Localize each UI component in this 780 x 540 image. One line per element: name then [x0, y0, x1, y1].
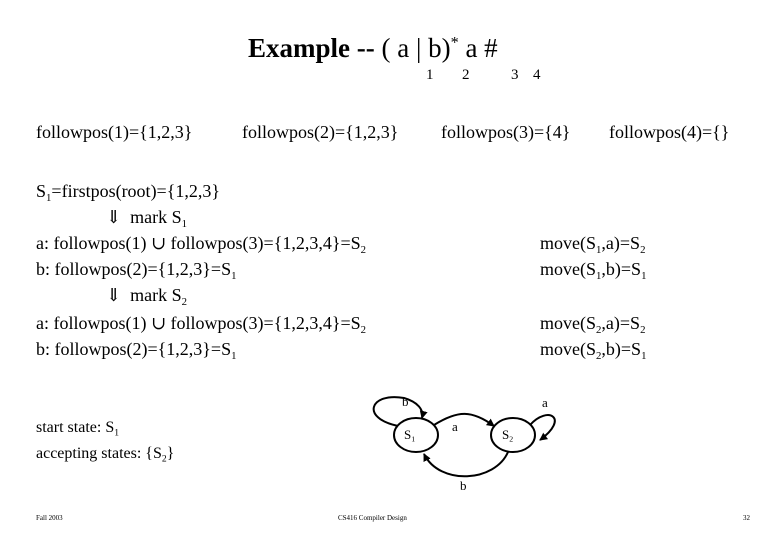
accepting-states: accepting states: $\{S_2\}$ — [36, 445, 175, 465]
down-arrow-icon: ⇓ — [106, 207, 122, 227]
s1-definition: $S_1=firstpos(root)=\{1,2,3\}$ — [36, 181, 220, 204]
followpos-3: followpos(3)={4} — [441, 122, 571, 142]
move-s1-b: $move(S_1,b)=S_1$ — [540, 259, 647, 282]
footer-page-number: 32 — [743, 514, 750, 522]
footer-date: Fall 2003 — [36, 514, 63, 522]
step-a-2: a: followpos(1) ∪ $followpos(3)=\{1,2,3,4\}=S_2$ — [36, 313, 367, 336]
down-arrow-icon: ⇓ — [106, 285, 122, 305]
footer-course: CS416 Compiler Design — [338, 514, 407, 522]
edge-s1-s2-label: a — [452, 419, 458, 434]
position-2: 2 — [462, 67, 470, 83]
title-tail: a # — [465, 33, 498, 63]
edge-s1-s2 — [434, 414, 494, 426]
edge-s2-s1 — [424, 452, 508, 476]
move-s1-a: $move(S_1,a)=S_2$ — [540, 233, 646, 256]
loop-s2-label: a — [542, 395, 548, 410]
followpos-1: followpos(1)={1,2,3} — [36, 122, 193, 142]
followpos-2: followpos(2)={1,2,3} — [242, 122, 399, 142]
position-3: 3 — [511, 67, 519, 83]
step-b-1: b: $followpos(2)=\{1,2,3\}=S_1$ — [36, 259, 237, 282]
title-regex: ( a | b) — [381, 33, 451, 63]
edge-s2-s1-label: b — [460, 478, 467, 493]
state-s1 — [394, 418, 438, 452]
mark-s2: ⇓ mark $S_2$ — [106, 285, 187, 308]
position-1: 1 — [426, 67, 434, 83]
move-s2-b: $move(S_2,b)=S_1$ — [540, 339, 647, 362]
loop-s1-label: b — [402, 394, 409, 409]
state-s2-label: $S_2$ — [502, 427, 514, 444]
state-s1-label: $S_1$ — [404, 427, 416, 444]
followpos-4: followpos(4)={} — [609, 122, 730, 142]
start-state: start state: $S_1$ — [36, 419, 120, 439]
title-example: Example -- — [248, 33, 375, 63]
position-4: 4 — [533, 67, 541, 83]
title-star: * — [450, 33, 459, 52]
mark-s1: ⇓ mark $S_1$ — [106, 207, 187, 230]
move-s2-a: $move(S_2,a)=S_2$ — [540, 313, 646, 336]
step-b-2: b: $followpos(2)=\{1,2,3\}=S_1$ — [36, 339, 237, 362]
step-a-1: a: followpos(1) ∪ $followpos(3)=\{1,2,3,4\}=S_2$ — [36, 233, 367, 256]
